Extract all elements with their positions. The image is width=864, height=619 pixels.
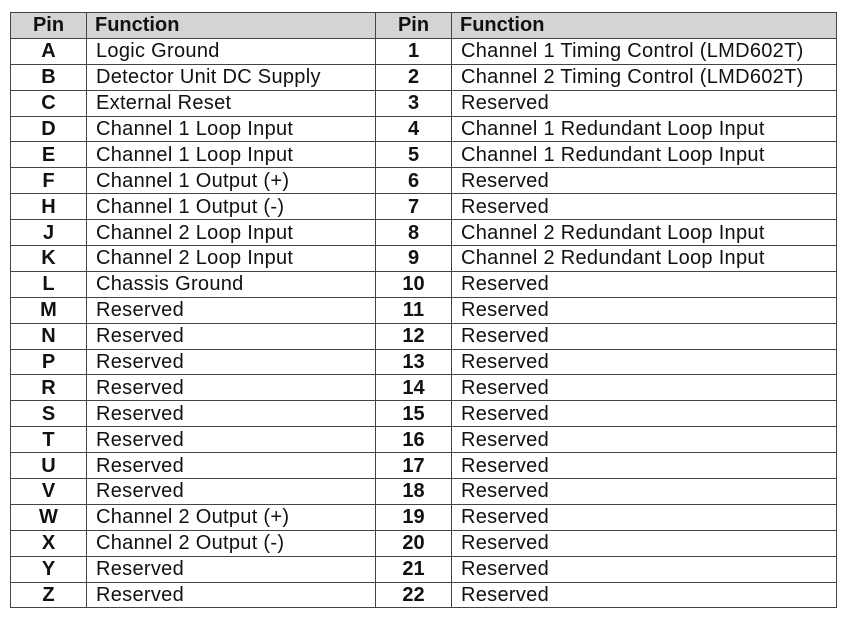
function-left-cell: Reserved: [87, 427, 376, 453]
header-function-right: Function: [452, 13, 837, 39]
function-right-cell: Reserved: [452, 323, 837, 349]
function-left-cell: Channel 2 Output (-): [87, 530, 376, 556]
pin-number-cell: 19: [376, 504, 452, 530]
pin-letter-cell: K: [11, 246, 87, 272]
table-row: [11, 90, 837, 116]
function-right-cell: Reserved: [452, 479, 837, 505]
function-left-cell: Logic Ground: [87, 38, 376, 64]
function-right-cell: Reserved: [452, 375, 837, 401]
pin-number-cell: 6: [376, 168, 452, 194]
table-row: [11, 427, 837, 453]
table-row: [11, 297, 837, 323]
function-left-cell: Reserved: [87, 401, 376, 427]
function-right-cell: Reserved: [452, 90, 837, 116]
table-row: [11, 38, 837, 64]
pin-letter-cell: Y: [11, 556, 87, 582]
pin-letter-cell: Z: [11, 582, 87, 608]
table-body: [11, 38, 837, 608]
function-right-cell: Reserved: [452, 271, 837, 297]
function-right-cell: Reserved: [452, 349, 837, 375]
function-left-cell: Reserved: [87, 582, 376, 608]
function-left-cell: Reserved: [87, 453, 376, 479]
pin-letter-cell: D: [11, 116, 87, 142]
function-left-cell: Reserved: [87, 375, 376, 401]
pin-letter-cell: A: [11, 38, 87, 64]
pin-number-cell: 13: [376, 349, 452, 375]
pin-number-cell: 18: [376, 479, 452, 505]
table-row: [11, 479, 837, 505]
pin-number-cell: 10: [376, 271, 452, 297]
header-pin-left: Pin: [11, 13, 87, 39]
pin-number-cell: 9: [376, 246, 452, 272]
pin-letter-cell: V: [11, 479, 87, 505]
function-left-cell: Channel 1 Loop Input: [87, 142, 376, 168]
function-right-cell: Reserved: [452, 582, 837, 608]
pin-letter-cell: N: [11, 323, 87, 349]
pin-number-cell: 22: [376, 582, 452, 608]
function-right-cell: Reserved: [452, 401, 837, 427]
pin-number-cell: 12: [376, 323, 452, 349]
table-row: [11, 453, 837, 479]
pin-number-cell: 16: [376, 427, 452, 453]
pin-letter-cell: J: [11, 220, 87, 246]
pin-letter-cell: L: [11, 271, 87, 297]
pin-number-cell: 8: [376, 220, 452, 246]
pin-number-cell: 4: [376, 116, 452, 142]
table-row: [11, 116, 837, 142]
function-left-cell: Reserved: [87, 479, 376, 505]
table-row: [11, 194, 837, 220]
pin-letter-cell: E: [11, 142, 87, 168]
pin-number-cell: 7: [376, 194, 452, 220]
function-left-cell: Channel 2 Loop Input: [87, 246, 376, 272]
table-row: [11, 168, 837, 194]
pin-letter-cell: T: [11, 427, 87, 453]
function-left-cell: Reserved: [87, 556, 376, 582]
table-row: [11, 530, 837, 556]
function-right-cell: Channel 1 Timing Control (LMD602T): [452, 38, 837, 64]
table-row: [11, 271, 837, 297]
pin-letter-cell: H: [11, 194, 87, 220]
function-right-cell: Reserved: [452, 297, 837, 323]
function-left-cell: Channel 1 Output (-): [87, 194, 376, 220]
function-left-cell: Channel 1 Output (+): [87, 168, 376, 194]
function-right-cell: Channel 2 Redundant Loop Input: [452, 246, 837, 272]
pin-letter-cell: B: [11, 64, 87, 90]
function-left-cell: Detector Unit DC Supply: [87, 64, 376, 90]
function-right-cell: Reserved: [452, 504, 837, 530]
pin-letter-cell: S: [11, 401, 87, 427]
function-right-cell: Channel 1 Redundant Loop Input: [452, 116, 837, 142]
table-row: [11, 582, 837, 608]
pin-letter-cell: P: [11, 349, 87, 375]
pin-number-cell: 15: [376, 401, 452, 427]
pin-number-cell: 3: [376, 90, 452, 116]
function-right-cell: Channel 1 Redundant Loop Input: [452, 142, 837, 168]
header-pin-right: Pin: [376, 13, 452, 39]
pin-number-cell: 14: [376, 375, 452, 401]
table-header: [11, 13, 837, 39]
function-right-cell: Reserved: [452, 194, 837, 220]
table-row: [11, 556, 837, 582]
function-right-cell: Channel 2 Timing Control (LMD602T): [452, 64, 837, 90]
function-right-cell: Reserved: [452, 168, 837, 194]
function-right-cell: Reserved: [452, 556, 837, 582]
pin-number-cell: 2: [376, 64, 452, 90]
function-left-cell: Reserved: [87, 323, 376, 349]
function-left-cell: Reserved: [87, 297, 376, 323]
pin-letter-cell: W: [11, 504, 87, 530]
pin-number-cell: 20: [376, 530, 452, 556]
pin-letter-cell: X: [11, 530, 87, 556]
pin-letter-cell: M: [11, 297, 87, 323]
table-row: [11, 504, 837, 530]
function-left-cell: Reserved: [87, 349, 376, 375]
function-right-cell: Reserved: [452, 427, 837, 453]
function-right-cell: Reserved: [452, 530, 837, 556]
table-row: [11, 401, 837, 427]
pin-function-table: [10, 12, 837, 608]
table-row: [11, 349, 837, 375]
table-row: [11, 375, 837, 401]
table-row: [11, 323, 837, 349]
function-right-cell: Reserved: [452, 453, 837, 479]
header-row: [11, 13, 837, 39]
function-left-cell: Channel 2 Loop Input: [87, 220, 376, 246]
function-right-cell: Channel 2 Redundant Loop Input: [452, 220, 837, 246]
pin-letter-cell: R: [11, 375, 87, 401]
function-left-cell: Channel 1 Loop Input: [87, 116, 376, 142]
pin-letter-cell: C: [11, 90, 87, 116]
table-row: [11, 220, 837, 246]
pin-number-cell: 17: [376, 453, 452, 479]
pin-number-cell: 1: [376, 38, 452, 64]
header-function-left: Function: [87, 13, 376, 39]
table-row: [11, 64, 837, 90]
table-row: [11, 142, 837, 168]
table-row: [11, 246, 837, 272]
pin-number-cell: 5: [376, 142, 452, 168]
function-left-cell: Channel 2 Output (+): [87, 504, 376, 530]
pin-letter-cell: F: [11, 168, 87, 194]
function-left-cell: External Reset: [87, 90, 376, 116]
pin-number-cell: 11: [376, 297, 452, 323]
pin-letter-cell: U: [11, 453, 87, 479]
function-left-cell: Chassis Ground: [87, 271, 376, 297]
pin-number-cell: 21: [376, 556, 452, 582]
